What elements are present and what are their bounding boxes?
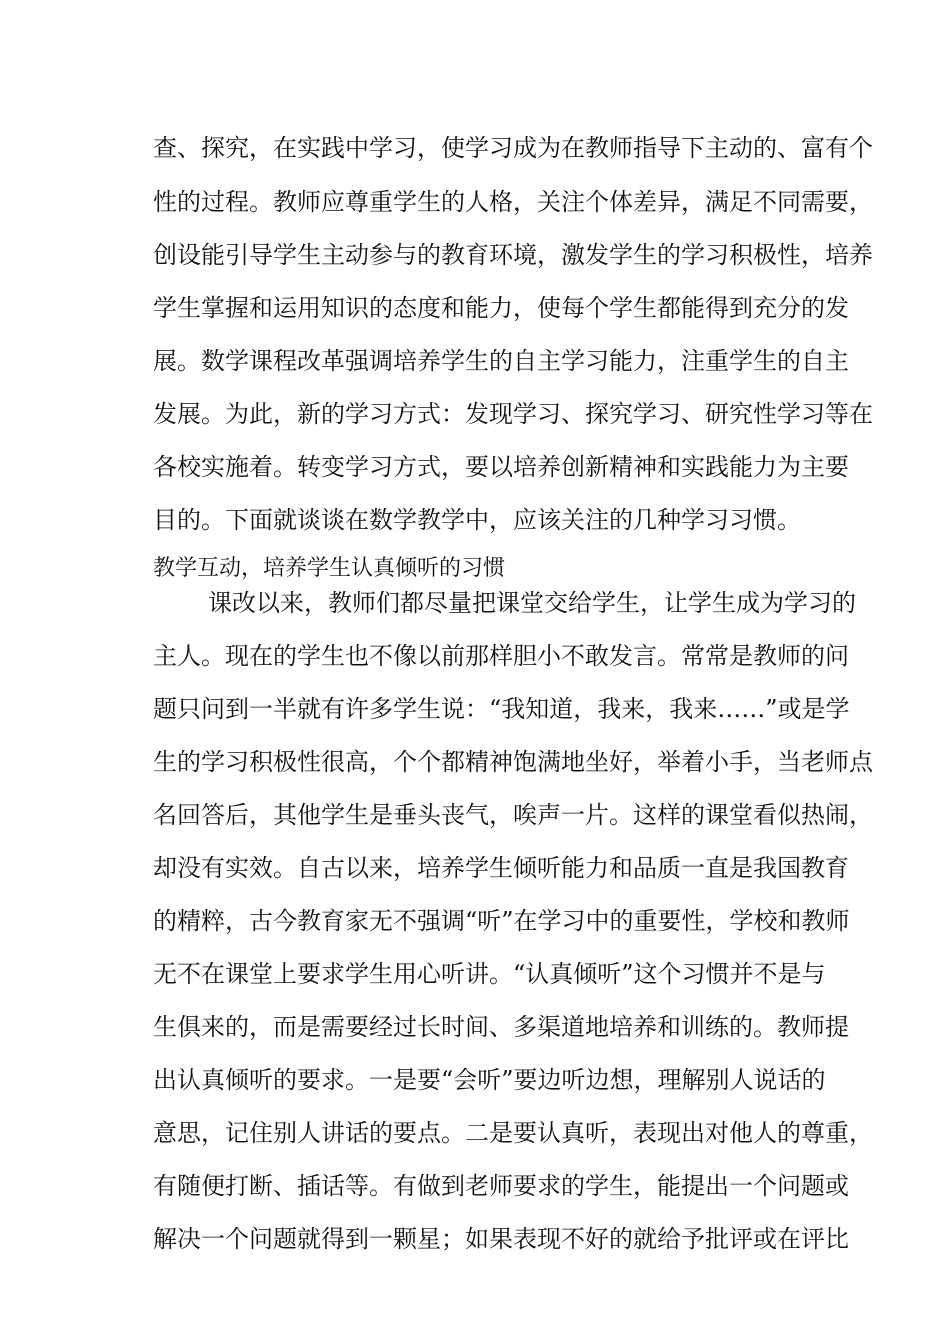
paragraph-line: 名回答后，其他学生是垂头丧气，唉声一片。这样的课堂看似热闹， (153, 801, 873, 829)
paragraph-line: 性的过程。教师应尊重学生的人格，关注个体差异，满足不同需要， (153, 188, 873, 216)
paragraph-line: 无不在课堂上要求学生用心听讲。“认真倾听”这个习惯并不是与 (153, 960, 826, 988)
paragraph-line: 的精粹，古今教育家无不强调“听”在学习中的重要性，学校和教师 (153, 907, 850, 935)
paragraph-line: 有随便打断、插话等。有做到老师要求的学生，能提出一个问题或 (153, 1172, 849, 1200)
paragraph-line: 却没有实效。自古以来，培养学生倾听能力和品质一直是我国教育 (153, 854, 849, 882)
paragraph-line: 题只问到一半就有许多学生说：“我知道，我来，我来……”或是学 (153, 695, 850, 723)
paragraph-line: 查、探究，在实践中学习，使学习成为在教师指导下主动的、富有个 (153, 134, 873, 162)
paragraph-line: 发展。为此，新的学习方式：发现学习、探究学习、研究性学习等在 (153, 400, 873, 428)
paragraph-line: 生的学习积极性很高，个个都精神饱满地坐好，举着小手，当老师点 (153, 748, 873, 776)
paragraph-line: 学生掌握和运用知识的态度和能力，使每个学生都能得到充分的发 (153, 294, 849, 322)
paragraph-line: 解决一个问题就得到一颗星；如果表现不好的就给予批评或在评比 (153, 1225, 849, 1253)
section-heading: 教学互动，培养学生认真倾听的习惯 (153, 556, 506, 581)
paragraph-line: 目的。下面就谈谈在数学教学中，应该关注的几种学习习惯。 (153, 506, 801, 534)
paragraph-line: 展。数学课程改革强调培养学生的自主学习能力，注重学生的自主 (153, 347, 849, 375)
paragraph-line: 课改以来，教师们都尽量把课堂交给学生，让学生成为学习的 (208, 589, 856, 617)
paragraph-line: 各校实施着。转变学习方式，要以培养创新精神和实践能力为主要 (153, 453, 849, 481)
paragraph-line: 意思，记住别人讲话的要点。二是要认真听，表现出对他人的尊重， (153, 1119, 873, 1147)
paragraph-line: 出认真倾听的要求。一是要“会听”要边听边想，理解别人说话的 (153, 1066, 826, 1094)
paragraph-line: 主人。现在的学生也不像以前那样胆小不敢发言。常常是教师的问 (153, 642, 849, 670)
paragraph-line: 生俱来的，而是需要经过长时间、多渠道地培养和训练的。教师提 (153, 1013, 849, 1041)
paragraph-line: 创设能引导学生主动参与的教育环境，激发学生的学习积极性，培养 (153, 241, 873, 269)
